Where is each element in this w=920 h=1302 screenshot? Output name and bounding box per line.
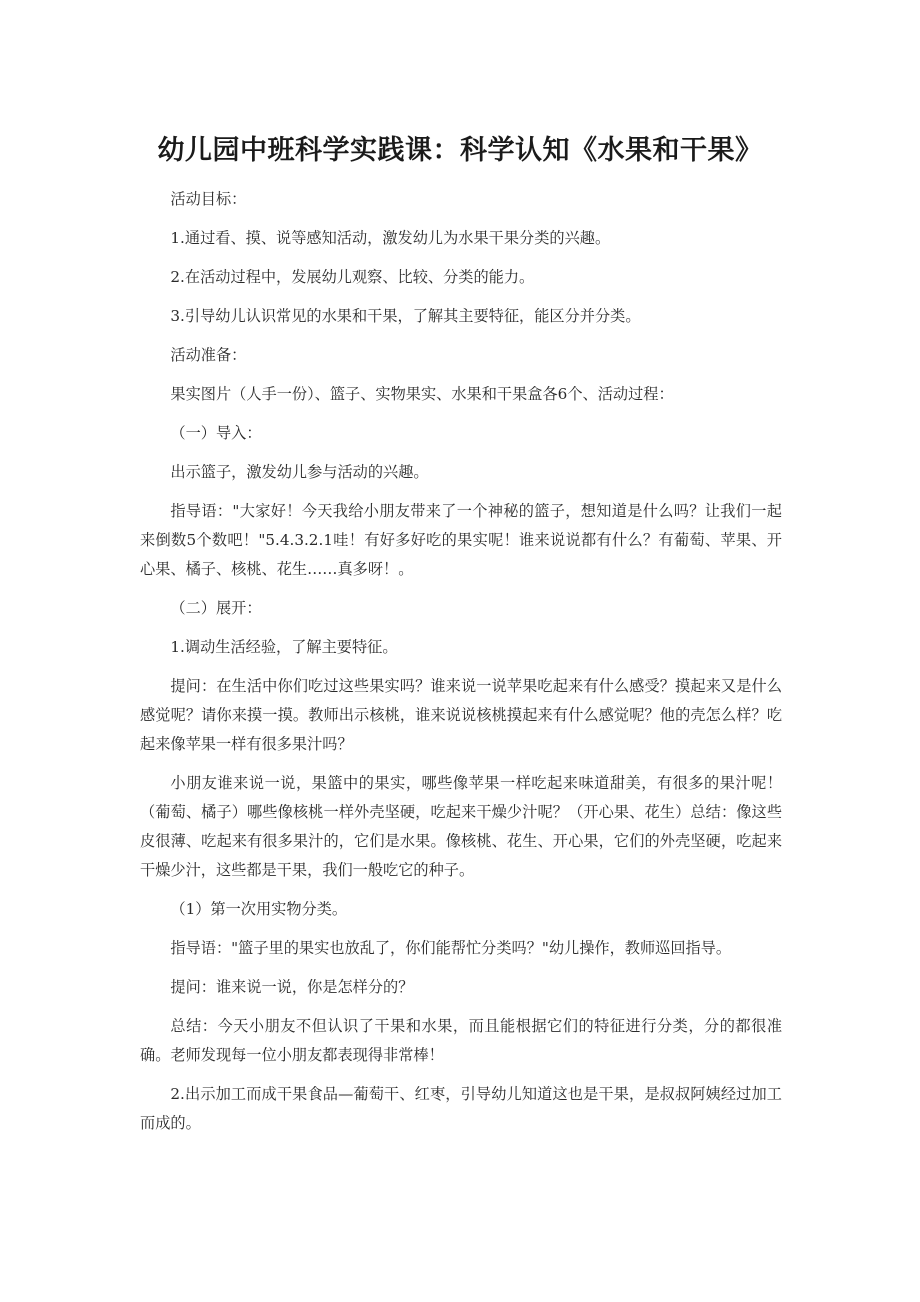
paragraph-expand-1: 1.调动生活经验，了解主要特征。 bbox=[170, 638, 398, 656]
paragraph-classify-1: （1）第一次用实物分类。 bbox=[170, 900, 348, 918]
paragraph-classify-summary: 总结：今天小朋友不但认识了干果和水果，而且能根据它们的特征进行分类，分的都很准确。老师发现每一位小朋友都表现得非常棒！ bbox=[140, 1017, 782, 1064]
paragraph-goals-heading: 活动目标： bbox=[170, 190, 247, 208]
page-title: 幼儿园中班科学实践课：科学认知《水果和干果》 bbox=[157, 135, 763, 166]
paragraph-preparation-heading: 活动准备： bbox=[170, 346, 247, 364]
paragraph-section-expand: （二）展开： bbox=[170, 599, 262, 617]
paragraph-goal-2: 2.在活动过程中，发展幼儿观察、比较、分类的能力。 bbox=[170, 268, 535, 286]
paragraph-expand-2: 2.出示加工而成干果食品—葡萄干、红枣，引导幼儿知道这也是干果，是叔叔阿姨经过加工而成的。 bbox=[140, 1085, 782, 1132]
paragraph-intro-text: 出示篮子，激发幼儿参与活动的兴趣。 bbox=[170, 463, 429, 481]
paragraph-goal-3: 3.引导幼儿认识常见的水果和干果，了解其主要特征，能区分并分类。 bbox=[170, 307, 641, 325]
paragraph-section-intro: （一）导入： bbox=[170, 424, 262, 442]
paragraph-classify-question: 提问：谁来说一说，你是怎样分的？ bbox=[170, 978, 414, 996]
document-body bbox=[140, 185, 782, 1148]
paragraph-summary: 小朋友谁来说一说，果篮中的果实，哪些像苹果一样吃起来味道甜美，有很多的果汁呢！（葡萄、橘子）哪些像核桃一样外壳坚硬，吃起来干燥少汁呢？（开心果、花生）总结：像这些皮很薄、吃起来有很多果汁的，它们是水果。像核桃、花生、开心果，它们的外壳坚硬，吃起来干燥少汁，这些都是干果，我们一般吃它的种子。 bbox=[140, 774, 782, 879]
paragraph-classify-guide: 指导语："篮子里的果实也放乱了，你们能帮忙分类吗？"幼儿操作，教师巡回指导。 bbox=[170, 939, 732, 957]
paragraph-question: 提问：在生活中你们吃过这些果实吗？谁来说一说苹果吃起来有什么感受？摸起来又是什么感觉呢？请你来摸一摸。教师出示核桃，谁来说说核桃摸起来有什么感觉呢？他的壳怎么样？吃起来像苹果一样有很多果汁吗？ bbox=[140, 677, 782, 753]
paragraph-goal-1: 1.通过看、摸、说等感知活动，激发幼儿为水果干果分类的兴趣。 bbox=[170, 229, 611, 247]
paragraph-intro-guide: 指导语："大家好！今天我给小朋友带来了一个神秘的篮子，想知道是什么吗？让我们一起来倒数5个数吧！"5.4.3.2.1哇！有好多好吃的果实呢！谁来说说都有什么？有葡萄、苹果、开心果、橘子、核桃、花生……真多呀！。 bbox=[140, 502, 782, 578]
paragraph-preparation: 果实图片（人手一份）、篮子、实物果实、水果和干果盒各6个、活动过程： bbox=[170, 385, 674, 403]
